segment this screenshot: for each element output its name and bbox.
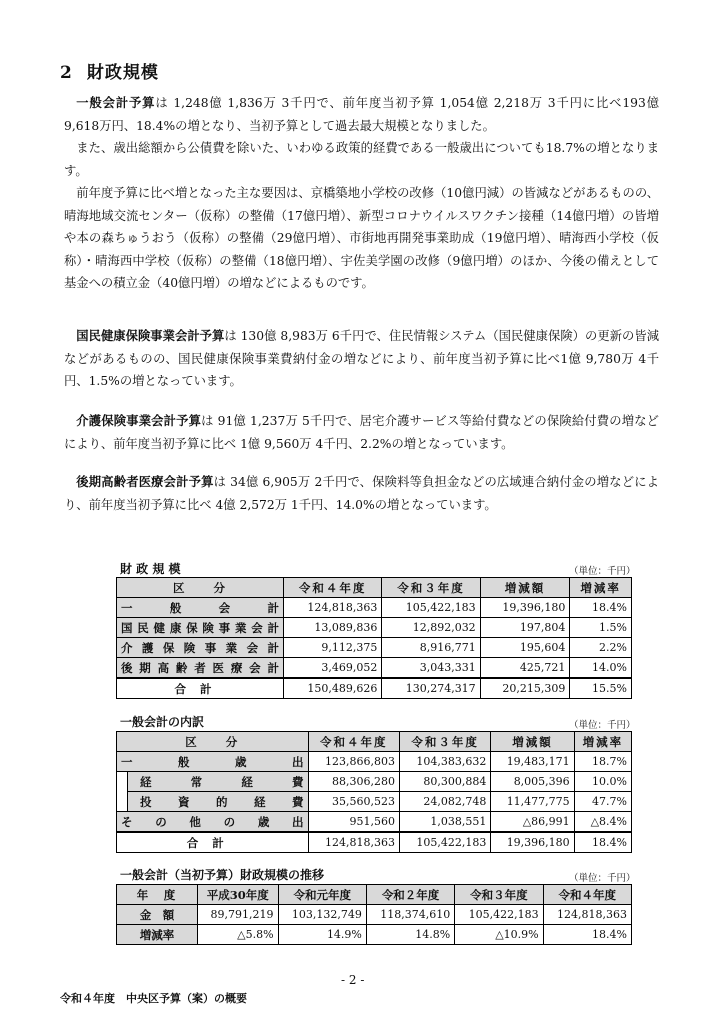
col-header: 令和３年度 — [455, 885, 543, 905]
cell: 18.4% — [574, 832, 631, 853]
col-header: 増減額 — [480, 578, 570, 598]
budget-scale-table — [116, 577, 632, 699]
paragraph-text: は 1,248億 1,836万 3千円で、前年度当初予算 1,054億 2,218万 3千円に比べ193億 9,618万円、18.4%の増となり、当初予算として過去最大規模となりました。 — [64, 96, 659, 133]
table-row — [117, 752, 632, 772]
table2-unit: （単位：千円） — [569, 720, 636, 731]
cell: 89,791,219 — [198, 905, 279, 925]
cell: 104,383,632 — [399, 752, 490, 772]
paragraph-care-insurance — [64, 410, 659, 455]
col-header: 増減額 — [491, 732, 574, 752]
indent-spacer — [117, 772, 128, 792]
paragraph-elderly-medical — [64, 471, 659, 516]
col-header: 年 度 — [117, 885, 198, 905]
col-header: 令和４年度 — [284, 578, 382, 598]
col-header: 増減率 — [570, 578, 632, 598]
cell: 14.8% — [366, 925, 454, 945]
cell: 105,422,183 — [382, 598, 480, 618]
table1-title: 財 政 規 模 — [120, 562, 181, 576]
cell: 8,916,771 — [382, 638, 480, 658]
paragraph-text: また、歳出総額から公債費を除いた、いわゆる政策的経費である一般歳出についても18.7%の増となります。 — [64, 141, 659, 178]
section-title: 財政規模 — [86, 63, 159, 83]
cell: 88,306,280 — [308, 772, 399, 792]
general-account-breakdown-table — [116, 731, 632, 853]
col-header: 区 分 — [117, 732, 309, 752]
section-heading — [60, 58, 159, 83]
table-row — [117, 598, 632, 618]
cell: 2.2% — [570, 638, 632, 658]
indent-spacer — [117, 792, 128, 812]
row-label: 合計 — [117, 678, 284, 699]
col-header: 令和２年度 — [366, 885, 454, 905]
bold-term: 介護保険事業会計予算 — [76, 413, 202, 428]
cell: 3,043,331 — [382, 658, 480, 679]
cell: △5.8% — [198, 925, 279, 945]
col-header: 平成30年度 — [198, 885, 279, 905]
table-row — [117, 618, 632, 638]
col-header: 令和３年度 — [382, 578, 480, 598]
row-label: 一般会計 — [117, 598, 284, 618]
table-row — [117, 925, 632, 945]
col-header: 増減率 — [574, 732, 631, 752]
cell: 103,132,749 — [278, 905, 366, 925]
paragraph-text: は 34億 6,905万 2千円で、保険料等負担金などの広域連合納付金の増などにより、前年度当初予算に比べ 4億 2,572万 1千円、14.0%の増となっています。 — [64, 475, 659, 512]
bold-term: 後期高齢者医療会計予算 — [76, 474, 214, 489]
paragraph-text: 前年度予算に比べ増となった主な要因は、京橋築地小学校の改修（10億円減）の皆減などがあるものの、晴海地域交流センター（仮称）の整備（17億円増）、新型コロナウイルスワクチン接種（14億円増）の皆増や本の森ちゅうおう（仮称）の整備（29億円増）、市街地再開発事業助成（19億円増）、晴海西小学校（仮称）・晴海西中学校（仮称）の整備（18億円増）、宇佐美学園の改修（9億円増）のほか、今後の備えとして基金への積立金（40億円増）の増などによるものです。 — [64, 186, 659, 290]
cell: 14.9% — [278, 925, 366, 945]
cell: 12,892,032 — [382, 618, 480, 638]
cell: 124,818,363 — [284, 598, 382, 618]
table-row — [117, 812, 632, 833]
cell: 3,469,052 — [284, 658, 382, 679]
cell: △10.9% — [455, 925, 543, 945]
cell: 8,005,396 — [491, 772, 574, 792]
row-label: 後期高齢者医療会計 — [117, 658, 284, 679]
cell: 1,038,551 — [399, 812, 490, 833]
table1-unit: （単位：千円） — [569, 566, 636, 577]
cell: 15.5% — [570, 678, 632, 699]
paragraph-general-account — [64, 92, 659, 295]
table3-unit: （単位：千円） — [569, 873, 636, 884]
cell: 150,489,626 — [284, 678, 382, 699]
row-label: 国民健康保険事業会計 — [117, 618, 284, 638]
paragraph-text: は 91億 1,237万 5千円で、居宅介護サービス等給付費などの保険給付費の増などにより、前年度当初予算に比べ 1億 9,560万 4千円、2.2%の増となっています。 — [64, 414, 659, 451]
cell: 123,866,803 — [308, 752, 399, 772]
cell: 13,089,836 — [284, 618, 382, 638]
col-header: 令和４年度 — [308, 732, 399, 752]
page-footer: 令和４年度 中央区予算（案）の概要 — [60, 992, 247, 1005]
col-header: 区 分 — [117, 578, 284, 598]
row-label: 経常経費 — [128, 772, 309, 792]
cell: 10.0% — [574, 772, 631, 792]
cell: 9,112,375 — [284, 638, 382, 658]
row-label: 介護保険事業会計 — [117, 638, 284, 658]
cell: 425,721 — [480, 658, 570, 679]
cell: 24,082,748 — [399, 792, 490, 812]
cell: 19,396,180 — [480, 598, 570, 618]
cell: 47.7% — [574, 792, 631, 812]
cell: 1.5% — [570, 618, 632, 638]
cell: 118,374,610 — [366, 905, 454, 925]
cell: 105,422,183 — [455, 905, 543, 925]
cell: 35,560,523 — [308, 792, 399, 812]
table-row-total — [117, 678, 632, 699]
cell: 19,483,171 — [491, 752, 574, 772]
col-header: 令和４年度 — [543, 885, 631, 905]
cell: 124,818,363 — [543, 905, 631, 925]
budget-trend-table — [116, 884, 632, 945]
section-number: 2 — [60, 63, 73, 83]
row-label: 一般歳出 — [117, 752, 309, 772]
row-label: 金 額 — [117, 905, 198, 925]
cell: 11,477,775 — [491, 792, 574, 812]
table-row — [117, 658, 632, 679]
cell: 19,396,180 — [491, 832, 574, 853]
table-row-total — [117, 832, 632, 853]
cell: 18.7% — [574, 752, 631, 772]
row-label: 投資的経費 — [128, 792, 309, 812]
table-row — [117, 792, 632, 812]
row-label: 合計 — [117, 832, 309, 853]
table-row — [117, 772, 632, 792]
cell: 80,300,884 — [399, 772, 490, 792]
cell: 18.4% — [570, 598, 632, 618]
table3-title: 一般会計（当初予算）財政規模の推移 — [120, 868, 325, 882]
row-label: その他の歳出 — [117, 812, 309, 833]
cell: 105,422,183 — [399, 832, 490, 853]
col-header: 令和元年度 — [278, 885, 366, 905]
cell: △86,991 — [491, 812, 574, 833]
cell: 20,215,309 — [480, 678, 570, 699]
cell: 951,560 — [308, 812, 399, 833]
cell: 124,818,363 — [308, 832, 399, 853]
cell: 14.0% — [570, 658, 632, 679]
table-row — [117, 638, 632, 658]
cell: 197,804 — [480, 618, 570, 638]
bold-term: 国民健康保険事業会計予算 — [76, 328, 225, 343]
cell: 130,274,317 — [382, 678, 480, 699]
cell: 195,604 — [480, 638, 570, 658]
col-header: 令和３年度 — [399, 732, 490, 752]
table2-title: 一般会計の内訳 — [120, 715, 205, 729]
table-row — [117, 905, 632, 925]
bold-term: 一般会計予算 — [76, 95, 156, 110]
paragraph-text: は 130億 8,983万 6千円で、住民情報システム（国民健康保険）の更新の皆減などがあるものの、国民健康保険事業費納付金の増などにより、前年度当初予算に比べ1億 9,780万 4千円、1.5%の増となっています。 — [64, 329, 659, 388]
cell: 18.4% — [543, 925, 631, 945]
row-label: 増減率 — [117, 925, 198, 945]
paragraph-nhi — [64, 325, 659, 393]
cell: △8.4% — [574, 812, 631, 833]
page-number: - 2 - — [341, 973, 365, 987]
